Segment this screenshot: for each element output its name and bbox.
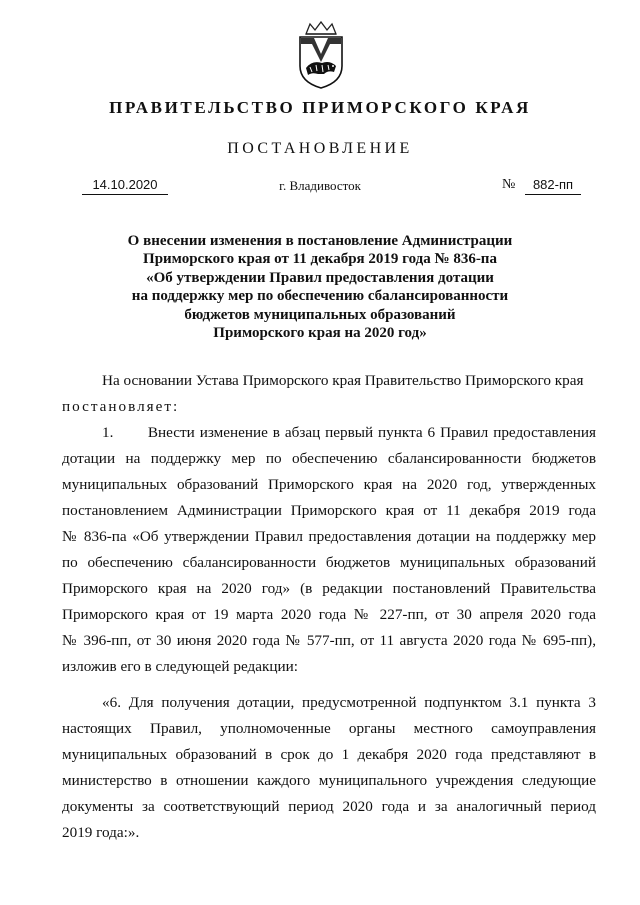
item-line: Приморского края на 2020 год» (в редакции постановлений Правительства xyxy=(62,580,596,597)
heading-line: Приморского края на 2020 год» xyxy=(213,325,427,342)
item-line: № 396-пп, от 30 июня 2020 года № 577-пп, от 11 августа 2020 года № 695-пп), xyxy=(62,632,596,649)
document-city: г. Владивосток xyxy=(279,178,361,193)
item-1-paragraph xyxy=(62,420,596,680)
government-title: ПРАВИТЕЛЬСТВО ПРИМОРСКОГО КРАЯ xyxy=(109,98,531,117)
quote-line: муниципальных образований в срок до 1 декабря 2020 года представляют в xyxy=(62,746,596,763)
quote-line: «6. Для получения дотации, предусмотренной подпунктом 3.1 пункта 3 xyxy=(102,694,596,711)
quote-line: 2019 года:». xyxy=(62,824,140,841)
document-number: 882-пп xyxy=(525,176,581,195)
quote-line: настоящих Правил, уполномоченные органы местного самоуправления xyxy=(62,720,596,737)
item-line: 1. Внести изменение в абзац первый пункта 6 Правил предоставления xyxy=(102,424,596,441)
item-line: постановлением Администрации Приморского края от 11 декабря 2019 года xyxy=(62,502,596,519)
item-line: муниципальных образований Приморского края на 2020 год, утвержденных xyxy=(62,476,596,493)
document-heading xyxy=(60,232,580,342)
quote-line: документы за соответствующий период 2020 года и за аналогичный период xyxy=(62,798,596,815)
heading-line: О внесении изменения в постановление Администрации xyxy=(127,233,513,249)
item-line: по обеспечению сбалансированности бюджетов муниципальных образований xyxy=(62,554,596,571)
quoted-paragraph xyxy=(62,690,596,846)
item-line: № 836-па «Об утверждении Правил предоставления дотации на поддержку мер xyxy=(62,528,596,545)
heading-line: «Об утверждении Правил предоставления дотации xyxy=(146,269,494,286)
item-line: изложив его в следующей редакции: xyxy=(62,658,298,675)
heading-line: на поддержку мер по обеспечению сбалансированности xyxy=(131,288,509,305)
intro-paragraph xyxy=(62,368,596,420)
item-line: Приморского края от 19 марта 2020 года № 227-пп, от 30 апреля 2020 года xyxy=(62,606,596,623)
document-type: ПОСТАНОВЛЕНИЕ xyxy=(227,140,413,157)
heading-line: бюджетов муниципальных образований xyxy=(184,306,456,323)
item-line: дотации на поддержку мер по обеспечению сбалансированности бюджетов xyxy=(62,450,596,467)
number-sign: № xyxy=(502,177,516,192)
document-date: 14.10.2020 xyxy=(82,176,168,195)
coat-of-arms-icon xyxy=(292,20,350,90)
intro-line: На основании Устава Приморского края Правительство Приморского края xyxy=(102,372,584,389)
quote-line: министерство в отношении каждого муниципального учреждения следующие xyxy=(62,772,596,789)
intro-line: постановляет: xyxy=(62,398,180,415)
heading-line: Приморского края от 11 декабря 2019 года № 836-па xyxy=(143,251,497,268)
